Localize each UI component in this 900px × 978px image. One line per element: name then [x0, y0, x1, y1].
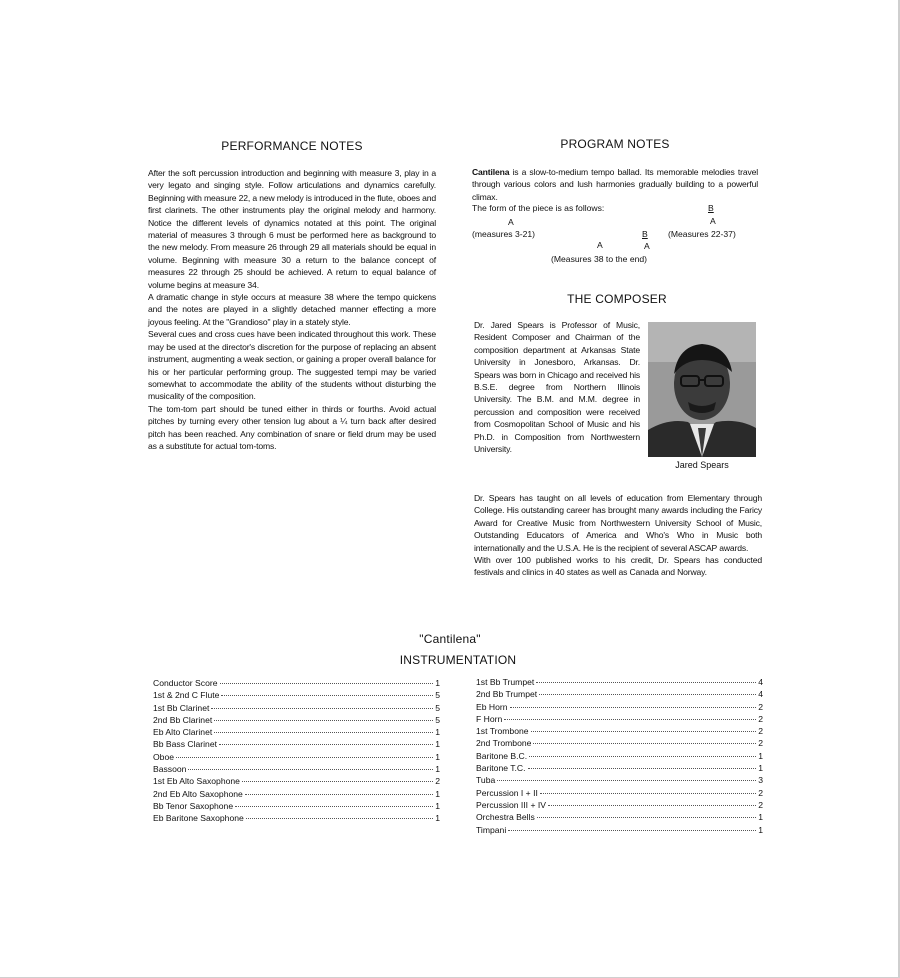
program-notes-body — [472, 166, 758, 203]
dot-leader — [221, 695, 433, 696]
instrument-quantity: 1 — [435, 751, 440, 762]
instrument-name: Oboe — [153, 751, 175, 762]
instrument-quantity: 1 — [435, 800, 440, 811]
instrumentation-list-right — [476, 676, 763, 836]
composer-portrait-image — [648, 322, 756, 457]
instrument-name: Eb Horn — [476, 701, 508, 712]
dot-leader — [510, 707, 757, 708]
instrument-quantity: 1 — [435, 813, 440, 824]
instrument-quantity: 5 — [435, 702, 440, 713]
instrument-quantity: 1 — [435, 788, 440, 799]
form-b-top: B — [708, 203, 714, 213]
performance-notes-body — [148, 167, 436, 452]
instrument-name: 1st Trombone — [476, 726, 529, 737]
instrument-name: 1st Bb Clarinet — [153, 702, 210, 713]
instrument-name: Conductor Score — [153, 678, 218, 688]
dot-leader — [246, 818, 433, 819]
dot-leader — [508, 830, 756, 831]
dot-leader — [219, 744, 433, 745]
composer-body — [474, 492, 762, 579]
instrument-row — [153, 812, 440, 824]
instrument-quantity: 1 — [435, 727, 440, 738]
instrument-quantity: 1 — [758, 763, 763, 774]
instrument-name: Bassoon — [153, 764, 187, 775]
instrument-quantity: 2 — [758, 738, 763, 749]
form-end-label: (Measures 38 to the end) — [551, 254, 648, 264]
form-a4: A — [644, 241, 650, 251]
instrumentation-list-left — [153, 677, 440, 825]
instrument-quantity: 2 — [758, 726, 763, 737]
instrument-name: Eb Alto Clarinet — [153, 727, 213, 738]
instrument-quantity: 1 — [758, 824, 763, 835]
composer-photo — [648, 322, 756, 457]
instrument-name: 2nd Trombone — [476, 738, 532, 749]
dot-leader — [211, 708, 433, 709]
dot-leader — [533, 743, 756, 744]
dot-leader — [497, 780, 756, 781]
instrument-row — [476, 676, 763, 688]
form-b-label: (Measures 22-37) — [668, 229, 736, 239]
performance-notes-paragraph: After the soft percussion introduction and beginning with measure 3, play in a very legato and singing style. Follow articulations and dynamics carefully. Beginning with measure 22, a new melody is introduced in the flute, oboes and first clarinets. The other instruments play the original melody and harmony. Notice the different levels of dynamics notated at this point. The original material of measures 3 through 6 must be performed here as background to the new melody. From measure 26 through 29 all materials should be equal in volume. Beginning with measure 30 a return to the balance concept of measures 22 through 25 should be achieved. A return to equal balance of volume begins at measure 34. — [148, 168, 436, 290]
instrument-row — [476, 713, 763, 725]
instrument-row — [153, 775, 440, 787]
instrument-quantity: 2 — [758, 787, 763, 798]
instrument-row — [153, 702, 440, 714]
instrument-row — [153, 800, 440, 812]
instrument-quantity: 2 — [758, 701, 763, 712]
instrument-row — [476, 774, 763, 786]
instrument-quantity: 2 — [435, 776, 440, 787]
dot-leader — [504, 719, 756, 720]
form-intro: The form of the piece is as follows: — [472, 203, 605, 213]
instrument-name: Tuba — [476, 775, 496, 786]
instrument-row — [153, 726, 440, 738]
instrument-row — [476, 799, 763, 811]
performance-notes-paragraph: A dramatic change in style occurs at measure 38 where the tempo quickens and the notes are played in a slightly detached manner effecting a more joyous feeling. At the "Grandioso" play in a stately style. — [148, 292, 436, 327]
instrument-row — [476, 811, 763, 823]
instrument-quantity: 1 — [435, 739, 440, 750]
instrument-quantity: 5 — [435, 714, 440, 725]
instrument-name: 1st Bb Trumpet — [476, 677, 535, 687]
instrument-quantity: 2 — [758, 713, 763, 724]
form-a1-label: (measures 3-21) — [472, 229, 536, 239]
dot-leader — [528, 768, 757, 769]
performance-notes-paragraph: Several cues and cross cues have been indicated throughout this work. These may be used at the director's discretion for the purpose of replacing an absent instrument, augmenting a weak section, or gaining a proper overall balance for his or her particular performing group. The suggested tempi may be varied somewhat to accommodate the ability of the students without disturbing the musicality of the composition. — [148, 329, 436, 402]
instrument-name: Bb Tenor Saxophone — [153, 800, 234, 811]
dot-leader — [214, 720, 433, 721]
form-diagram — [472, 203, 762, 269]
instrument-name: Eb Baritone Saxophone — [153, 813, 244, 824]
instrument-name: 1st & 2nd C Flute — [153, 690, 220, 701]
instrumentation-heading: INSTRUMENTATION — [399, 653, 517, 667]
instrument-quantity: 2 — [758, 799, 763, 810]
instrument-name: Orchestra Bells — [476, 812, 535, 823]
instrument-name: Baritone T.C. — [476, 763, 526, 774]
instrument-name: 1st Eb Alto Saxophone — [153, 776, 240, 787]
instrument-quantity: 4 — [758, 689, 763, 700]
instrument-quantity: 4 — [758, 677, 763, 687]
performance-notes-paragraph: The tom-tom part should be tuned either in thirds or fourths. Avoid actual pitches by turning every other tension lug about a ¼ turn back after desired pitch has been reached. Any combination of snare or field drum may be used as a substitute for actual tom-toms. — [148, 403, 436, 451]
dot-leader — [214, 732, 433, 733]
piece-title: "Cantilena" — [419, 632, 481, 646]
instrument-quantity: 1 — [435, 764, 440, 775]
instrument-row — [153, 751, 440, 763]
instrument-name: Percussion III + IV — [476, 799, 546, 810]
instrument-quantity: 1 — [758, 750, 763, 761]
dot-leader — [242, 781, 433, 782]
form-b-a: A — [710, 216, 716, 226]
photo-caption: Jared Spears — [675, 460, 729, 470]
instrument-row — [153, 763, 440, 775]
instrument-row — [153, 738, 440, 750]
composer-paragraph: With over 100 published works to his credit, Dr. Spears has conducted festivals and clinics in 40 states as well as Canada and Norway. — [474, 555, 762, 578]
instrument-row — [476, 701, 763, 713]
dot-leader — [536, 682, 756, 683]
instrument-quantity: 1 — [758, 812, 763, 823]
instrument-quantity: 1 — [435, 678, 440, 688]
instrument-row — [153, 788, 440, 800]
program-notes-title-word: Cantilena — [472, 167, 510, 177]
instrument-row — [153, 677, 440, 689]
performance-notes-heading: PERFORMANCE NOTES — [221, 139, 363, 153]
instrument-name: 2nd Eb Alto Saxophone — [153, 788, 243, 799]
form-b-mid: B — [642, 229, 648, 239]
dot-leader — [245, 794, 433, 795]
composer-heading: THE COMPOSER — [567, 292, 667, 306]
dot-leader — [529, 756, 756, 757]
dot-leader — [540, 793, 756, 794]
instrument-row — [476, 688, 763, 700]
dot-leader — [235, 806, 433, 807]
instrument-row — [476, 824, 763, 836]
program-notes-heading: PROGRAM NOTES — [560, 137, 670, 151]
instrument-row — [476, 725, 763, 737]
instrument-name: Timpani — [476, 824, 507, 835]
instrument-row — [476, 787, 763, 799]
instrument-name: F Horn — [476, 713, 503, 724]
dot-leader — [537, 817, 756, 818]
instrument-row — [476, 737, 763, 749]
program-notes-text: is a slow-to-medium tempo ballad. Its memorable melodies travel through various colors and lush harmonies gradually building to a powerful climax. — [472, 167, 758, 202]
dot-leader — [188, 769, 433, 770]
composer-paragraph: Dr. Spears has taught on all levels of education from Elementary through College. His outstanding career has brought many awards including the Faricy Award for Creative Music from Northwestern University School of Music, Outstanding Educators of America and Who's Who in Music both internationally and the U.S.A. He is the recipient of several ASCAP awards. — [474, 493, 762, 553]
instrument-name: Percussion I + II — [476, 787, 538, 798]
instrument-quantity: 3 — [758, 775, 763, 786]
instrument-row — [153, 714, 440, 726]
dot-leader — [539, 694, 756, 695]
instrument-row — [476, 762, 763, 774]
instrument-name: 2nd Bb Clarinet — [153, 714, 213, 725]
dot-leader — [531, 731, 757, 732]
dot-leader — [220, 683, 434, 684]
dot-leader — [548, 805, 756, 806]
form-a3: A — [597, 240, 603, 250]
form-a1: A — [508, 217, 514, 227]
instrument-row — [153, 689, 440, 701]
dot-leader — [176, 757, 433, 758]
instrument-name: Bb Bass Clarinet — [153, 739, 218, 750]
instrument-name: 2nd Bb Trumpet — [476, 689, 538, 700]
composer-intro: Dr. Jared Spears is Professor of Music, Resident Composer and Chairman of the composition department at Arkansas State University in Jonesboro, Arkansas. Dr. Spears was born in Chicago and received his B.S.E. degree from Northern Illinois University. The B.M. and M.M. degree in percussion and composition were received from Cosmopolitan School of Music and his Ph.D. in Composition from Northwestern University. — [474, 320, 641, 455]
instrument-quantity: 5 — [435, 690, 440, 701]
instrument-row — [476, 750, 763, 762]
instrument-name: Baritone B.C. — [476, 750, 528, 761]
